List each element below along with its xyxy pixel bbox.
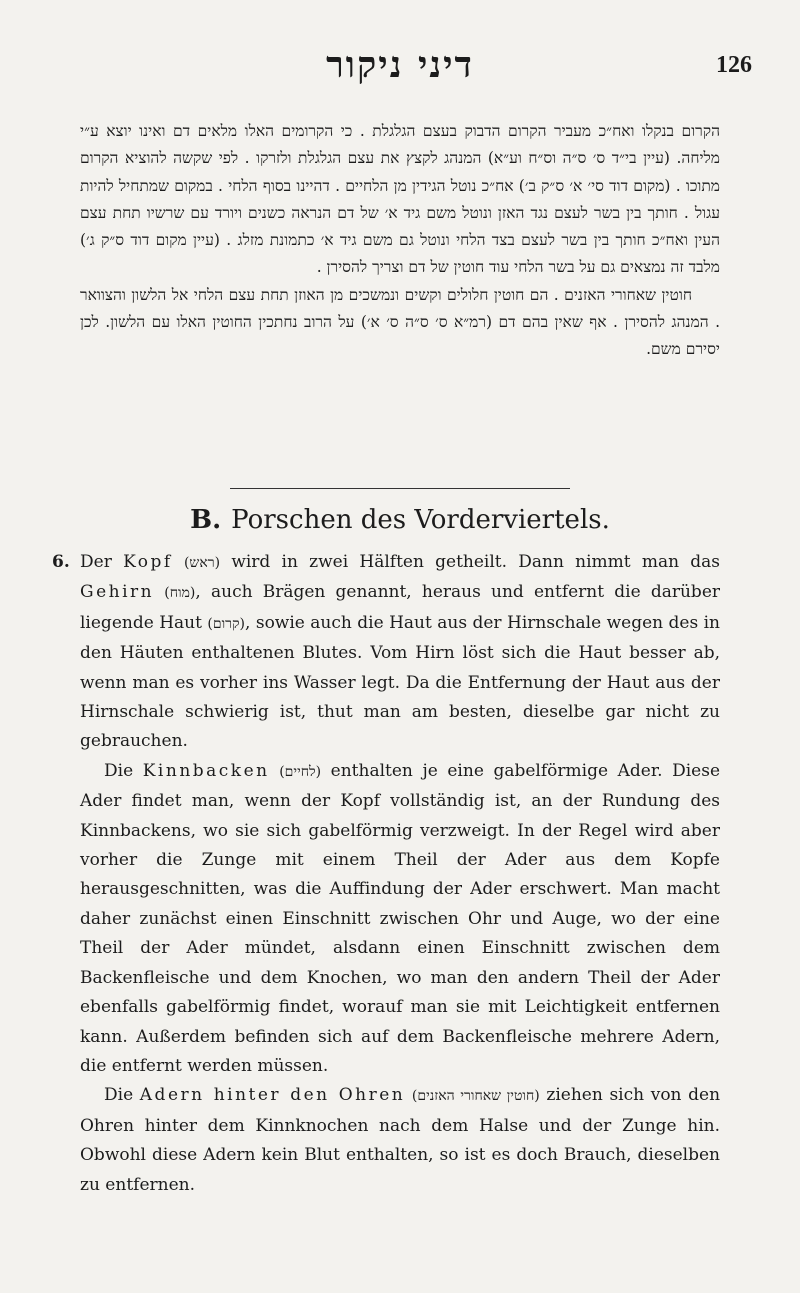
hebrew-gloss: (מוח) [164,585,196,602]
text: , auch Brägen genannt, heraus und entfernt die darüber liegende Haut [80,582,720,633]
term-adern-hinter-den-ohren: Adern hinter den Ohren [139,1085,406,1106]
hebrew-gloss: (לחיים) [279,763,322,780]
text: wird in zwei Hälften getheilt. Dann nimmt man das [231,552,721,572]
german-paragraph-3 [80,1081,720,1200]
section-title: Porschen des Vorderviertels. [231,505,610,535]
term-kinnbacken: Kinnbacken [142,760,270,781]
hebrew-gloss: (חוטין שאחורי האזנים) [411,1088,540,1105]
german-text-block [80,548,720,1200]
text: enthalten je eine gabelförmige Ader. Diese Ader findet man, wenn der Kopf vollständig ist, an der Rundung des Kinnbackens, wo sie sich gabelförmig verzweigt. In der Regel wird aber vorher die Zunge mit einem Theil der Ader aus dem Kopfe herausgeschnitten, was die Auffindung der Ader erschwert. Man macht daher zunächst einen Einschnitt zwischen Ohr und Auge, wo der eine Theil der Ader mündet, alsdann einen Einschnitt zwischen dem Backenfleische und dem Knochen, wo man den andern Theil der Ader ebenfalls gabelförmig findet, worauf man sie mit Leichtigkeit entfernen kann. Außerdem befinden sich auf dem Backenfleische mehrere Adern, die entfernt werden müssen. [80,760,720,1076]
hebrew-text-block [80,118,720,364]
hebrew-paragraph-1: הקרום בנקלו ואח״כ מעביר הקרום הדבוק בעצם הגלגלת . כי הקרומים האלו מלאים דם ואינו יוצא ע״י מליחה. (עיין בי״ד ס׳ ס״ה וס״ח וע״א) המנהג לקצץ את עצם הגלגלת ולזרקו . לפי שקשה להוציא הקרום מתוכו . (מקום דוד סי׳ א׳ ס״ק ב׳) אח״כ נוטל הגידין מן הלחיים . דהיינו בסוף הלחי . במקום שמתחיל להיות עגול . חותך בין בשר לעצם נגד האזן ונוטל משם גיד א׳ של דם הנראה כשנים ויורד עם שרשיו תחת עצם העין ואח״כ חותך בין בשר לעצם בצד הלחי ונוטל גם משם גיד א׳ כתמונת מזלג . (עיין מקום דוד ס״ק ג׳) מלבד זה נמצאים גם על בשר הלחי עוד חוטין של דם וצריך להסירן . [80,122,720,277]
hebrew-gloss: (ראש) [183,555,221,571]
section-divider [230,488,570,489]
text: Die [104,1085,134,1106]
term-kopf: Kopf [123,552,173,572]
text: , sowie auch die Haut aus der Hirnschale wegen des in den Häuten enthaltenen Blutes. Vom Hirn löst sich die Haut besser ab, wenn man es vorher ins Wasser legt. Da die Entfernung der Haut aus der Hirnschale schwierig ist, thut man am besten, dieselbe gar nicht zu gebrauchen. [80,612,720,752]
page-number: 126 [716,52,752,78]
hebrew-gloss: (קרום) [207,615,246,632]
text: Der [80,552,112,572]
german-paragraph-2 [80,757,720,1081]
term-gehirn: Gehirn [80,582,155,603]
section-heading [0,505,800,535]
page-title: דיני ניקור [326,44,474,86]
section-letter: B. [190,505,222,535]
hebrew-paragraph-2: חוטין שאחורי האזנים . הם חוטין חלולים וקשים ונמשכים מן האוזן תחת עצם הלחי אל הלשון והצוואר . המנהג להסירן . אף שאין בהם דם (רמ״א ס׳ ס״ה ס׳ א׳) על הרוב נחתכין החוטין האלו עם הלשון. לכן יסירם משם. [80,285,720,359]
paragraph-number: 6. [52,552,70,572]
german-paragraph-1 [80,548,720,757]
text: Die [104,760,134,781]
text: ziehen sich von den Ohren hinter dem Kinnknochen nach dem Halse und der Zunge hin. Obwohl diese Adern kein Blut enthalten, so ist es doch Brauch, dieselben zu entfernen. [80,1085,721,1195]
